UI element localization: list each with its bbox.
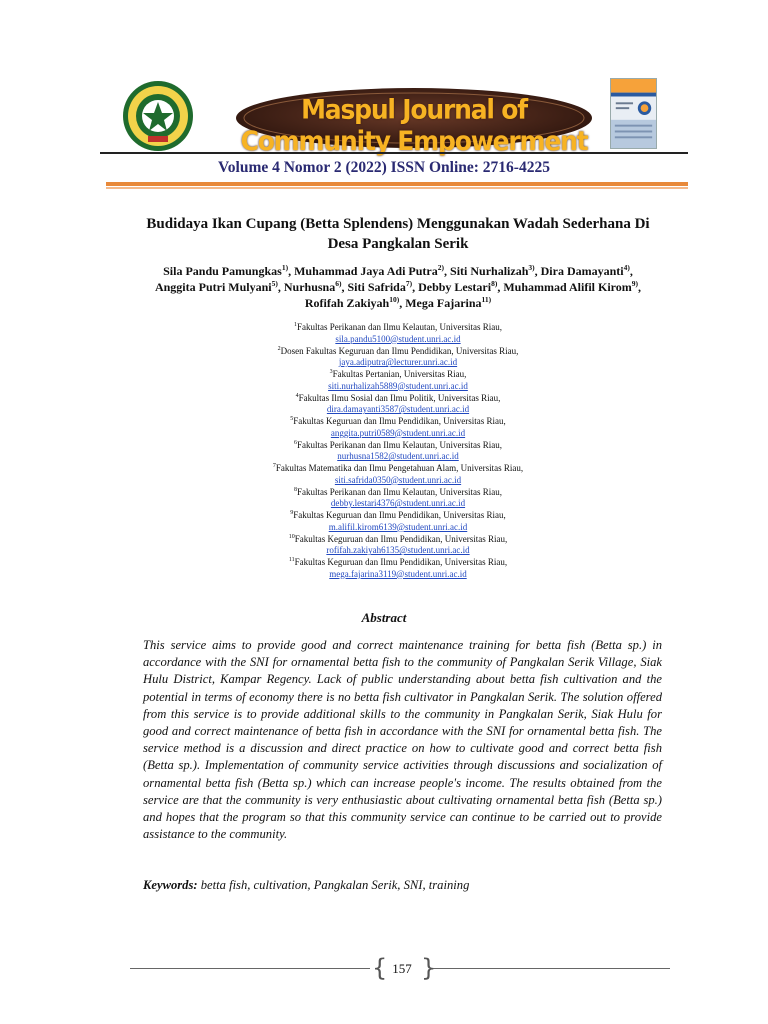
article-title xyxy=(130,214,666,254)
accent-rule-light xyxy=(106,187,688,189)
journal-name: Maspul Journal of Community Empowerment xyxy=(240,93,588,157)
abstract-heading: Abstract xyxy=(361,610,407,625)
author-affiliation-marker: 4) xyxy=(623,263,630,272)
affiliation-item xyxy=(130,416,666,440)
affiliation-number: 4 xyxy=(295,392,299,399)
author-name: Nurhusna xyxy=(283,280,336,294)
author-separator: , xyxy=(412,280,419,294)
affiliation-name xyxy=(130,346,666,358)
volume-issue-line: Volume 4 Nomor 2 (2022) ISSN Online: 2716-4225 xyxy=(218,159,550,176)
author-separator: , xyxy=(497,280,504,294)
page-number: 157 xyxy=(392,961,412,976)
author-list xyxy=(130,263,666,311)
author-name: Sila Pandu Pamungkas xyxy=(163,264,282,278)
author-separator: , xyxy=(444,264,451,278)
author-name: Siti Safrida xyxy=(347,280,406,294)
author-separator: , xyxy=(629,264,633,278)
title-line: Desa Pangkalan Serik xyxy=(327,236,469,252)
journal-cover-image xyxy=(610,78,657,149)
affiliation-item xyxy=(130,557,666,581)
affiliation-text: Fakultas Perikanan dan Ilmu Kelautan, Universitas Riau, xyxy=(297,486,502,497)
affiliation-number: 3 xyxy=(329,369,333,375)
affiliation-item xyxy=(130,487,666,511)
footer-rule-right xyxy=(430,968,670,969)
affiliation-name xyxy=(130,393,666,405)
author-affiliation-marker: 10) xyxy=(389,295,400,304)
affiliation-name xyxy=(130,487,666,499)
author-separator: , xyxy=(341,280,348,294)
affiliation-number: 2 xyxy=(277,345,281,352)
affiliation-list xyxy=(130,322,666,581)
affiliation-name xyxy=(130,510,666,522)
author-affiliation-marker: 5) xyxy=(271,279,278,288)
affiliation-number: 6 xyxy=(294,439,298,446)
affiliation-name xyxy=(130,557,666,569)
affiliation-name xyxy=(130,463,666,475)
affiliation-item xyxy=(130,440,666,464)
title-line: Budidaya Ikan Cupang (Betta Splendens) Menggunakan Wadah Sederhana Di xyxy=(146,216,650,232)
affiliation-number: 8 xyxy=(294,486,298,493)
affiliation-text: Fakultas Matematika dan Ilmu Pengetahuan Alam, Universitas Riau, xyxy=(275,463,524,473)
author-separator: , xyxy=(399,296,406,310)
affiliation-text: Dosen Fakultas Keguruan dan Ilmu Pendidikan, Universitas Riau, xyxy=(280,345,519,356)
keywords-line xyxy=(143,878,662,893)
author-email-link[interactable]: m.alifil.kirom6139@student.unri.ac.id xyxy=(328,521,468,532)
author-affiliation-marker: 3) xyxy=(528,263,535,272)
author-email-link[interactable]: anggita.putri0589@student.unri.ac.id xyxy=(330,427,466,438)
affiliation-text: Fakultas Perikanan dan Ilmu Kelautan, Universitas Riau, xyxy=(297,322,502,332)
affiliation-name xyxy=(130,416,666,428)
author-email-link[interactable]: debby.lestari4376@student.unri.ac.id xyxy=(330,498,466,509)
author-affiliation-marker: 2) xyxy=(437,263,445,272)
accent-rule xyxy=(106,182,688,186)
affiliation-name xyxy=(130,369,666,381)
affiliation-text: Fakultas Ilmu Sosial dan Ilmu Politik, Universitas Riau, xyxy=(298,392,501,403)
right-brace-icon: } xyxy=(421,954,437,982)
affiliation-text: Fakultas Pertanian, Universitas Riau, xyxy=(332,369,467,379)
author-email-link[interactable]: siti.nurhalizah5889@student.unri.ac.id xyxy=(328,380,468,391)
author-email-link[interactable]: mega.fajarina3119@student.unri.ac.id xyxy=(329,568,467,579)
author-affiliation-marker: 9) xyxy=(631,279,639,288)
left-brace-icon: { xyxy=(372,954,388,982)
affiliation-item xyxy=(130,393,666,417)
abstract-text: This service aims to provide good and correct maintenance training for betta fish (Betta sp.) in accordance with the SNI for ornamental betta fish to the community of Pangkalan Serik Village, Siak Hulu District, Kampar Regency. Lack of public understanding about betta fish cultivation and the potential in terms of economy there is no betta fish cultivator in Pangkalan Serik. The solution offered from this service is to provide additional skills to the community in Pangkalan Serik, Siak Hulu for good and correct maintenance of betta fish in accordance with the SNI for ornamental betta fish. The service method is a discussion and direct practice on how to cultivate good and correct betta fish (Betta sp.). Implementation of community service activities through discussions and socialization of ornamental betta fish (Betta sp.) which can increase people's income. The results obtained from the service are that the community is very enthusiastic about cultivating ornamental betta fish (Betta sp.) and hopes that the program so that this community service can continue to be carried out to provide assistance to the community. xyxy=(143,638,662,842)
author-name: Rofifah Zakiyah xyxy=(304,296,390,310)
author-email-link[interactable]: dira.damayanti3587@student.unri.ac.id xyxy=(326,404,470,415)
author-separator: , xyxy=(288,264,295,278)
affiliation-name xyxy=(130,322,666,334)
affiliation-number: 10 xyxy=(288,533,295,540)
author-email-link[interactable]: nurhusna1582@student.unri.ac.id xyxy=(337,451,459,462)
author-affiliation-marker: 11) xyxy=(481,295,492,304)
author-separator: , xyxy=(638,280,642,294)
university-seal-logo xyxy=(122,80,194,152)
author-name: Dira Damayanti xyxy=(540,264,624,278)
affiliation-item xyxy=(130,534,666,558)
affiliation-number: 7 xyxy=(272,463,276,469)
author-name: Siti Nurhalizah xyxy=(450,264,529,278)
footer-rule-left xyxy=(130,968,370,969)
header-divider xyxy=(100,152,688,154)
affiliation-text: Fakultas Perikanan dan Ilmu Kelautan, Universitas Riau, xyxy=(297,439,502,450)
author-email-link[interactable]: sila.pandu5100@student.unri.ac.id xyxy=(335,333,461,344)
author-affiliation-marker: 6) xyxy=(335,279,342,288)
author-affiliation-marker: 7) xyxy=(405,279,413,288)
affiliation-text: Fakultas Keguruan dan Ilmu Pendidikan, Universitas Riau, xyxy=(294,533,508,544)
author-name: Muhammad Jaya Adi Putra xyxy=(294,264,438,278)
author-name: Debby Lestari xyxy=(418,280,492,294)
affiliation-text: Fakultas Keguruan dan Ilmu Pendidikan, Universitas Riau, xyxy=(294,557,508,567)
author-affiliation-marker: 8) xyxy=(491,279,498,288)
author-email-link[interactable]: jaya.adiputra@lecturer.unri.ac.id xyxy=(338,357,458,368)
affiliation-item xyxy=(130,369,666,393)
author-separator: , xyxy=(534,264,541,278)
affiliation-name xyxy=(130,534,666,546)
author-name: Mega Fajarina xyxy=(405,296,482,310)
keywords-label: Keywords: xyxy=(143,878,198,892)
affiliation-item xyxy=(130,510,666,534)
keywords-list: betta fish, cultivation, Pangkalan Serik, SNI, training xyxy=(200,878,470,892)
author-affiliation-marker: 1) xyxy=(281,263,289,272)
affiliation-item xyxy=(130,463,666,487)
affiliation-number: 1 xyxy=(294,322,298,328)
author-separator: , xyxy=(277,280,284,294)
affiliation-item xyxy=(130,346,666,370)
affiliation-text: Fakultas Keguruan dan Ilmu Pendidikan, Universitas Riau, xyxy=(293,510,506,520)
author-email-link[interactable]: siti.safrida0350@student.unri.ac.id xyxy=(334,474,462,485)
affiliation-item xyxy=(130,322,666,346)
author-email-link[interactable]: rofifah.zakiyah6135@student.unri.ac.id xyxy=(326,545,470,556)
journal-header xyxy=(0,0,768,200)
author-name: Anggita Putri Mulyani xyxy=(154,280,272,294)
author-name: Muhammad Alifil Kirom xyxy=(503,280,632,294)
affiliation-name xyxy=(130,440,666,452)
affiliation-number: 11 xyxy=(288,557,295,563)
affiliation-number: 9 xyxy=(290,510,294,516)
affiliation-number: 5 xyxy=(290,416,294,422)
affiliation-text: Fakultas Keguruan dan Ilmu Pendidikan, Universitas Riau, xyxy=(293,416,506,426)
